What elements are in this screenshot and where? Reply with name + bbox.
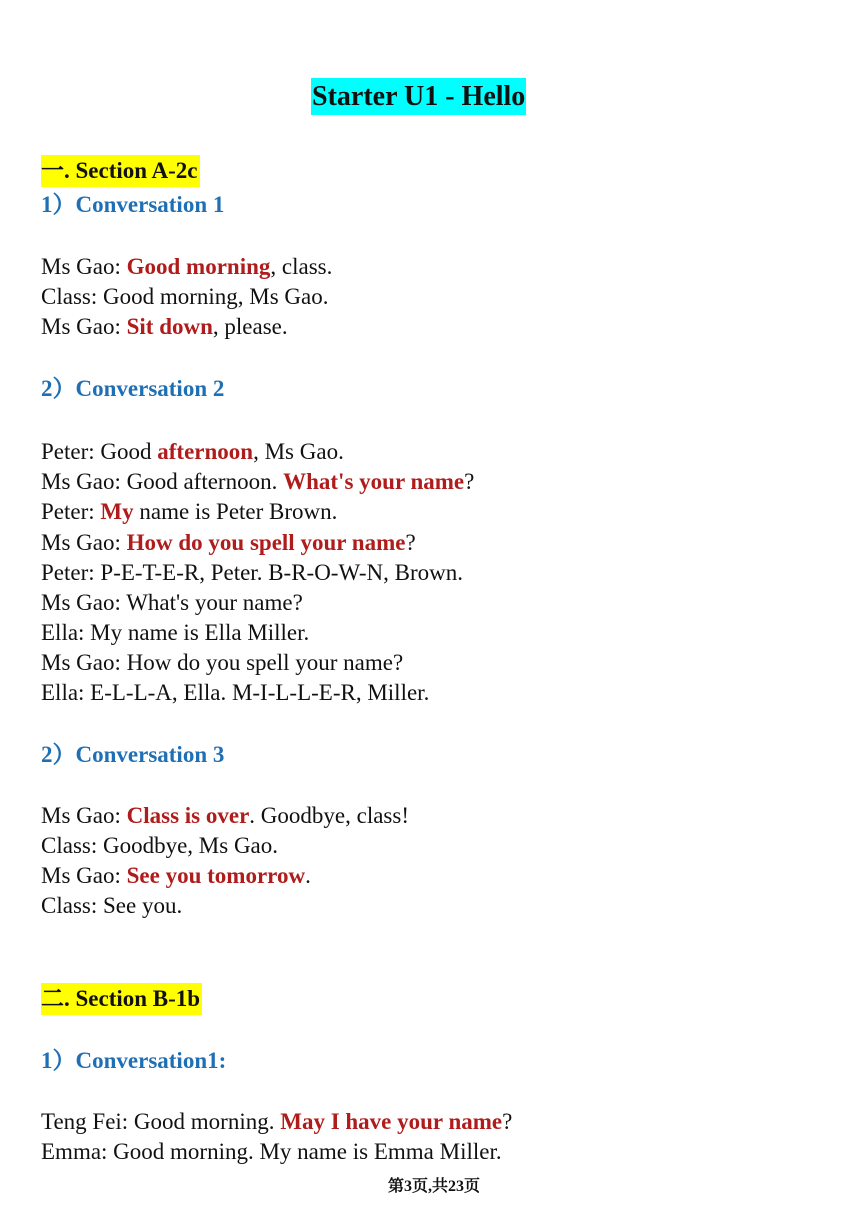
- line-text: Ms Gao:: [41, 254, 127, 279]
- conversation-heading: 1）Conversation 1: [41, 192, 225, 217]
- key-phrase: afternoon: [157, 439, 254, 464]
- line-text: Teng Fei: Good morning.: [41, 1109, 281, 1134]
- dialogue-line: [41, 891, 182, 921]
- page-title: Starter U1 - Hello: [311, 78, 526, 115]
- line-text: Ms Gao:: [41, 530, 127, 555]
- line-text: Class: Good morning, Ms Gao.: [41, 284, 329, 309]
- key-phrase: Sit down: [126, 314, 213, 339]
- line-text: Ms Gao: Good afternoon.: [41, 469, 284, 494]
- line-text: Ms Gao:: [41, 863, 127, 888]
- line-text: .: [305, 863, 311, 888]
- dialogue-line: [41, 618, 309, 648]
- line-text: Peter: P-E-T-E-R, Peter. B-R-O-W-N, Brown.: [41, 560, 464, 585]
- line-text: , Ms Gao.: [253, 439, 344, 464]
- dialogue-line: [41, 1107, 512, 1137]
- dialogue-line: [41, 831, 278, 861]
- line-text: ?: [464, 469, 475, 494]
- dialogue-line: [41, 282, 329, 312]
- line-text: Peter:: [41, 499, 101, 524]
- dialogue-line: [41, 801, 409, 831]
- line-text: Peter: Good: [41, 439, 158, 464]
- line-text: Ms Gao: What's your name?: [41, 590, 303, 615]
- dialogue-line: [41, 1137, 502, 1167]
- line-text: name is Peter Brown.: [133, 499, 338, 524]
- line-text: Ms Gao: How do you spell your name?: [41, 650, 404, 675]
- dialogue-line: [41, 497, 337, 527]
- line-text: Ella: My name is Ella Miller.: [41, 620, 310, 645]
- dialogue-line: [41, 861, 311, 891]
- line-text: Emma: Good morning. My name is Emma Miller.: [41, 1139, 502, 1164]
- conversation-heading: 2）Conversation 2: [41, 376, 225, 401]
- key-phrase: How do you spell your name: [126, 530, 406, 555]
- dialogue-line: [41, 588, 303, 618]
- dialogue-line: [41, 648, 403, 678]
- section-heading: 二. Section B-1b: [41, 983, 202, 1015]
- key-phrase: Class is over: [126, 803, 250, 828]
- line-text: ?: [405, 530, 416, 555]
- line-text: , class.: [270, 254, 333, 279]
- conversation-heading: 1）Conversation1:: [41, 1048, 227, 1073]
- dialogue-line: [41, 252, 332, 282]
- dialogue-line: [41, 528, 416, 558]
- dialogue-line: [41, 678, 429, 708]
- dialogue-line: [41, 558, 463, 588]
- page-number: 第3页,共23页: [387, 1178, 480, 1195]
- line-text: Ms Gao:: [41, 314, 127, 339]
- dialogue-line: [41, 437, 344, 467]
- line-text: ?: [502, 1109, 513, 1134]
- key-phrase: My: [100, 499, 134, 524]
- line-text: , please.: [212, 314, 288, 339]
- dialogue-line: [41, 312, 288, 342]
- line-text: Ella: E-L-L-A, Ella. M-I-L-L-E-R, Miller.: [41, 680, 430, 705]
- line-text: . Goodbye, class!: [249, 803, 409, 828]
- key-phrase: Good morning: [126, 254, 271, 279]
- key-phrase: What's your name: [283, 469, 465, 494]
- conversation-heading: 2）Conversation 3: [41, 742, 225, 767]
- key-phrase: May I have your name: [280, 1109, 503, 1134]
- section-heading: 一. Section A-2c: [41, 155, 200, 187]
- key-phrase: See you tomorrow: [126, 863, 306, 888]
- line-text: Class: Goodbye, Ms Gao.: [41, 833, 279, 858]
- dialogue-line: [41, 467, 474, 497]
- line-text: Class: See you.: [41, 893, 183, 918]
- line-text: Ms Gao:: [41, 803, 127, 828]
